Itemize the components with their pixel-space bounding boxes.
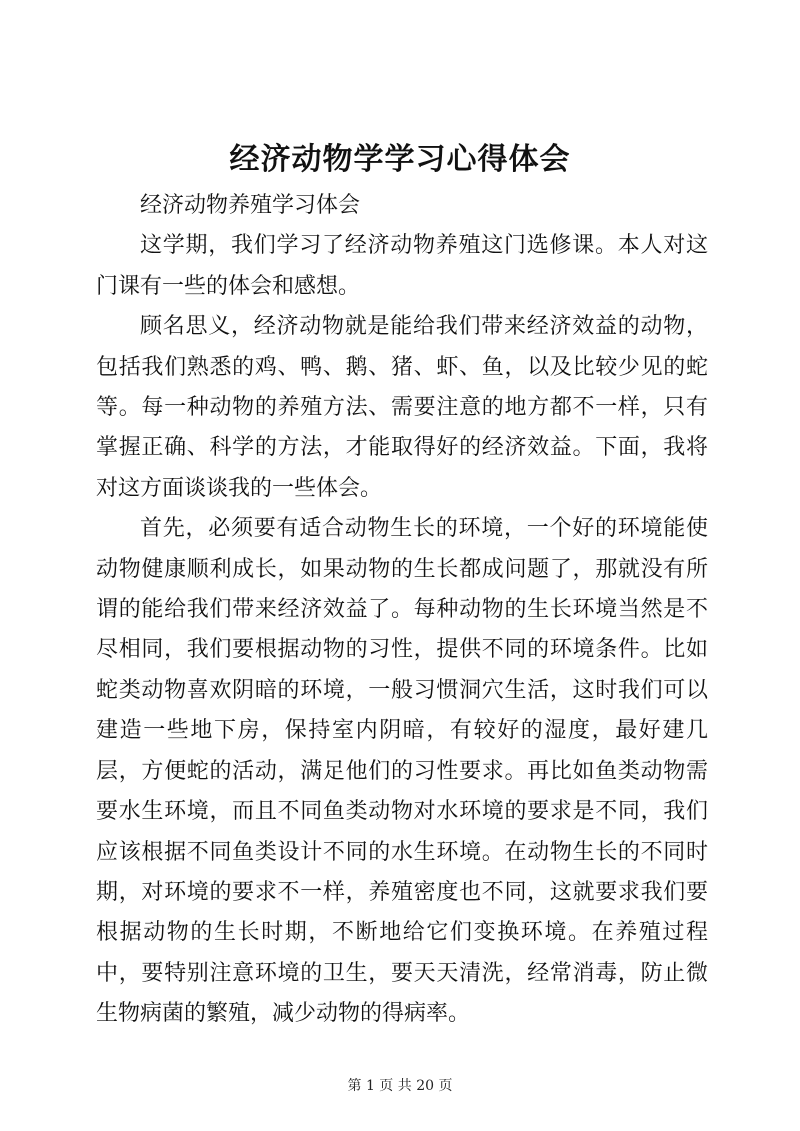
page-number-footer: 第 1 页 共 20 页 xyxy=(347,1078,453,1094)
paragraph-environment: 首先，必须要有适合动物生长的环境，一个好的环境能使动物健康顺利成长，如果动物的生长都成问题了，那就没有所谓的能给我们带来经济效益了。每种动物的生长环境当然是不尽相同，我们要根据动物的习性，提供不同的环境条件。比如蛇类动物喜欢阴暗的环境，一般习惯洞穴生活，这时我们可以建造一些地下房，保持室内阴暗，有较好的湿度，最好建几层，方便蛇的活动，满足他们的习性要求。再比如鱼类动物需要水生环境，而且不同鱼类动物对水环境的要求是不同，我们应该根据不同鱼类设计不同的水生环境。在动物生长的不同时期，对环境的要求不一样，养殖密度也不同，这就要求我们要根据动物的生长时期，不断地给它们变换环境。在养殖过程中，要特别注意环境的卫生，要天天清洗，经常消毒，防止微生物病菌的繁殖，减少动物的得病率。 xyxy=(96,516,708,1027)
document-title: 经济动物学学习心得体会 xyxy=(229,142,571,177)
paragraph-intro: 这学期，我们学习了经济动物养殖这门选修课。本人对这门课有一些的体会和感想。 xyxy=(96,233,708,299)
document-body xyxy=(96,186,708,1035)
paragraph-definition: 顾名思义，经济动物就是能给我们带来经济效益的动物，包括我们熟悉的鸡、鸭、鹅、猪、虾、鱼，以及比较少见的蛇等。每一种动物的养殖方法、需要注意的地方都不一样，只有掌握正确、科学的方法，才能取得好的经济效益。下面，我将对这方面谈谈我的一些体会。 xyxy=(96,314,708,501)
paragraph-subtitle: 经济动物养殖学习体会 xyxy=(140,193,361,218)
